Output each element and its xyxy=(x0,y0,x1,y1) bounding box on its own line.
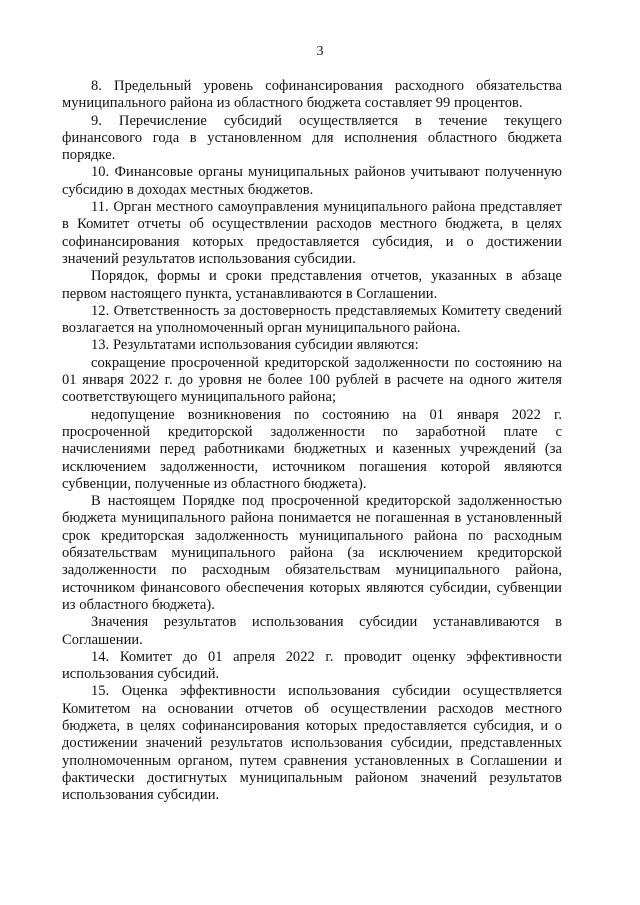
paragraph-10: 10. Финансовые органы муниципальных районов учитывают полученную субсидию в доходах местных бюджетов. xyxy=(62,164,562,198)
paragraph-11-reports-order: Порядок, формы и сроки представления отчетов, указанных в абзаце первом настоящего пункта, устанавливаются в Соглашении. xyxy=(62,268,562,302)
paragraph-result-values: Значения результатов использования субсидии устанавливаются в Соглашении. xyxy=(62,614,562,648)
paragraph-11: 11. Орган местного самоуправления муниципального района представляет в Комитет отчеты об осуществлении расходов местного бюджета, в целях софинансирования которых предоставляется субсидия, и о достижении значений результатов использования субсидии. xyxy=(62,199,562,267)
document-body xyxy=(62,78,562,804)
paragraph-9: 9. Перечисление субсидий осуществляется в течение текущего финансового года в установленном для исполнения областного бюджета порядке. xyxy=(62,112,562,164)
paragraph-overdue-debt-definition: В настоящем Порядке под просроченной кредиторской задолженностью бюджета муниципального района понимается не погашенная в установленный срок кредиторская задолженность муниципального района по расходным обязательствам муниципального района (за исключением кредиторской задолженности по расходным обязательствам муниципального района, источником финансового обеспечения которых являются субсидии, субвенции из областного бюджета). xyxy=(62,493,562,613)
paragraph-12: 12. Ответственность за достоверность представляемых Комитету сведений возлагается на уполномоченный орган муниципального района. xyxy=(62,302,562,337)
paragraph-13-result-2: недопущение возникновения по состоянию на 01 января 2022 г. просроченной кредиторской задолженности по заработной плате с начислениями перед работниками бюджетных и казенных учреждений (за исключением задолженности, источником погашения которой являются субвенции, полученные из областного бюджета). xyxy=(62,406,562,492)
paragraph-15: 15. Оценка эффективности использования субсидии осуществляется Комитетом на основании отчетов об осуществлении расходов местного бюджета, в целях софинансирования которых предоставляется субсидия, и о достижении значений результатов использования субсидии, представленных уполномоченным органом, путем сравнения установленных в Соглашении и фактически достигнутых муниципальным районом значений результатов использования субсидии. xyxy=(62,683,562,804)
paragraph-8: 8. Предельный уровень софинансирования расходного обязательства муниципального района из областного бюджета составляет 99 процентов. xyxy=(62,78,562,112)
paragraph-13-result-1: сокращение просроченной кредиторской задолженности по состоянию на 01 января 2022 г. до уровня не более 100 рублей в расчете на одного жителя соответствующего муниципального района; xyxy=(62,354,562,406)
paragraph-13: 13. Результатами использования субсидии являются: xyxy=(91,337,419,354)
page-number: 3 xyxy=(316,44,324,59)
paragraph-14: 14. Комитет до 01 апреля 2022 г. проводит оценку эффективности использования субсидий. xyxy=(62,648,562,683)
